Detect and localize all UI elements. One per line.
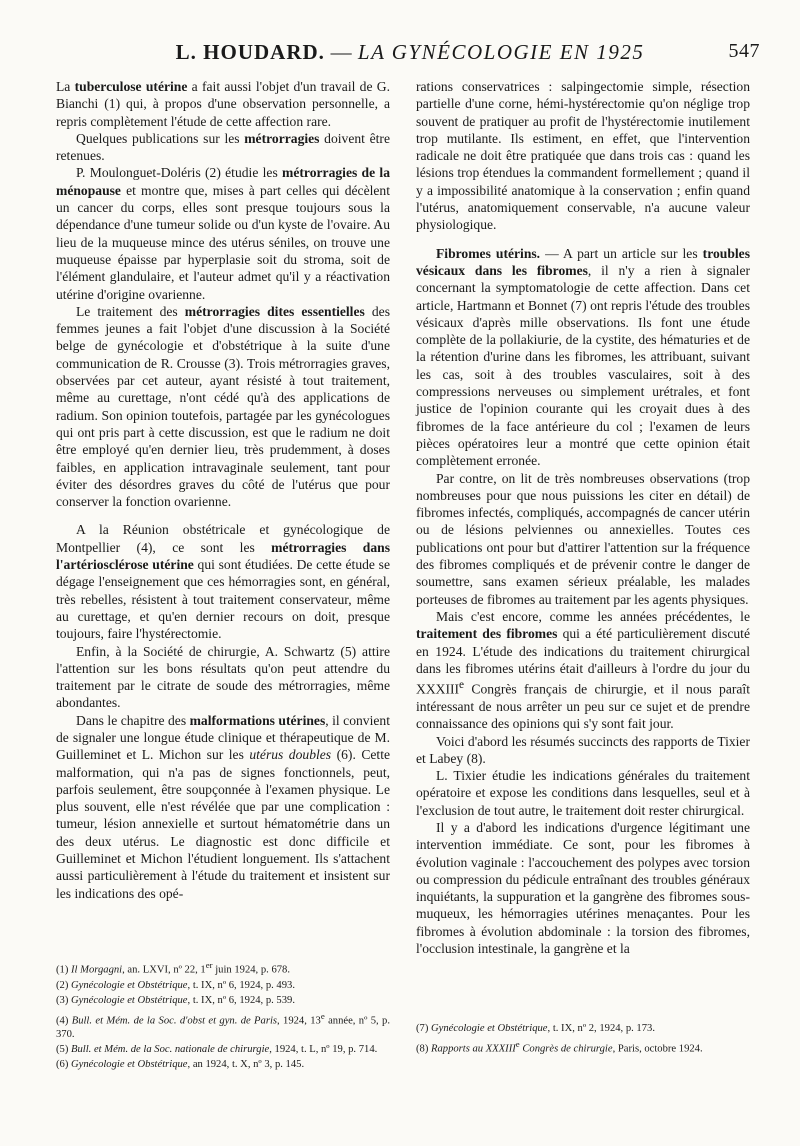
paragraph: Quelques publications sur les métrorragies doivent être retenues. bbox=[56, 130, 390, 164]
left-column bbox=[56, 78, 390, 902]
paragraph: Par contre, on lit de très nombreuses observations (trop nombreuses pour que nous puissions les citer en détail) de fibromes infectés, compliqués, accompagnés de cancer utérin ou de lésions pelviennes ou annexielles. Toutes ces publications ont pour but d'attirer l'attention sur la fréquence des fibromes compliqués et de prévenir contre le danger de soumettre, sans examen sérieux préalable, les malades porteuses de fibromes au traitement par les agents physiques. bbox=[416, 470, 750, 607]
footnote: (5) Bull. et Mém. de la Soc. nationale de chirurgie, 1924, t. L, nº 19, p. 714. bbox=[56, 1044, 378, 1056]
paragraph: P. Moulonguet-Doléris (2) étudie les métrorragies de la ménopause et montre que, mises à part celles qui décèlent un cancer du corps, elles sont presque toujours sous la dépendance d'une tumeur solide ou d'un kyste de l'ovaire. Au lieu de la muqueuse mince des utérus séniles, on trouve une muqueuse épaisse par hyperplasie soit du stroma, soit de l'élément glandulaire, et l'auteur admet qu'il y a réactivation utérine d'origine ovarienne. bbox=[56, 165, 390, 302]
header-title: LA GYNÉCOLOGIE EN 1925 bbox=[357, 40, 645, 64]
page-number: 547 bbox=[728, 40, 760, 62]
paragraph: Dans le chapitre des malformations utérines, il convient de signaler une longue étude clinique et thérapeutique de M. Guilleminet et L. Michon sur les utérus doubles (6). Cette malformation, qui n'a pas de signes fonctionnels, peut, parfois seulement, être soupçonnée à l'examen physique. Le plus souvent, elle n'est révélée que par une complication : tumeur, lésion annexielle et surtout hématométrie dans un des deux utérus. Le diagnostic est donc difficile et Guilleminet et Michon l'étudient longuement. Ils s'attachent aussi particulièrement à l'étude du traitement et insistent sur les indications des opé- bbox=[56, 712, 391, 901]
paragraph-section-fibromes: Fibromes utérins. — A part un article sur les troubles vésicaux dans les fibromes, il n'y a rien à signaler concernant la symptomatologie de cette affection. Dans cet article, Hartmann et Bonnet (7) ont repris l'étude des troubles vésicaux d'après mille observations. Ils font une étude complète de la pollakiurie, de la cystite, des hématuries et de la rétention d'urine dans les fibromes, les attribuant, suivant les cas, soit à des troubles vasculaires, soit à des compressions nerveuses ou simplement urétrales, et font justice de l'opinion courante qui les croyait dues à des fibromes de la face antérieure du col ; l'examen de leurs pièces opératoires leur a montré que cette opinion était complètement erronée. bbox=[416, 245, 751, 469]
running-head bbox=[60, 40, 760, 65]
paragraph: Voici d'abord les résumés succincts des rapports de Tixier et Labey (8). bbox=[416, 733, 750, 766]
header-author: L. HOUDARD. bbox=[175, 40, 325, 64]
paragraph: La tuberculose utérine a fait aussi l'objet d'un travail de G. Bianchi (1) qui, à propos d'une observation personnelle, a repris complètement l'étude de cette affection rare. bbox=[56, 79, 390, 129]
footnotes-left bbox=[56, 958, 390, 1072]
footnote: (3) Gynécologie et Obstétrique, t. IX, nº 6, 1924, p. 539. bbox=[56, 994, 295, 1006]
footnotes-right bbox=[416, 1022, 750, 1057]
footnote: (1) Il Morgagni, an. LXVI, nº 22, 1er juin 1924, p. 678. bbox=[56, 960, 290, 976]
footnote: (6) Gynécologie et Obstétrique, an 1924, t. X, nº 3, p. 145. bbox=[56, 1059, 305, 1071]
footnote: (7) Gynécologie et Obstétrique, t. IX, nº 2, 1924, p. 173. bbox=[416, 1023, 655, 1034]
paragraph: A la Réunion obstétricale et gynécologique de Montpellier (4), ce sont les métrorragies dans l'artériosclérose utérine qui sont étudiées. De cette étude se dégage l'enseignement que ces hémorragies sont, en général, très rebelles, résistent à tout traitement conservateur, même au curettage, et qu'en dernier recours on doit, presque toujours, faire l'hystérectomie. bbox=[56, 522, 390, 642]
footnote: (8) Rapports au XXXIIIe Congrès de chirurgie, Paris, octobre 1924. bbox=[416, 1039, 703, 1055]
right-column bbox=[416, 78, 750, 957]
footnote: (2) Gynécologie et Obstétrique, t. IX, nº 6, 1924, p. 493. bbox=[56, 979, 295, 991]
header-dash: — bbox=[330, 40, 353, 64]
paragraph: Le traitement des métrorragies dites essentielles des femmes jeunes a fait l'objet d'une discussion à la Société belge de gynécologie et d'obstétrique à la suite d'une communication de R. Crousse (3). Trois métrorragies graves, observées par cet auteur, ayant résisté à tout traitement, même au curettage, n'ont cédé qu'à des applications de radium. Son opinion toutefois, partagée par les gynécologues qui ont pris part à cette discussion, est que le radium ne doit être employé qu'en dernier lieu, très prudemment, à doses faibles, en application intravaginale seulement, tant pour éviter des désordres graves du côté de l'utérus que pour conserver la fonction ovarienne. bbox=[56, 303, 390, 510]
paragraph: Enfin, à la Société de chirurgie, A. Schwartz (5) attire l'attention sur les bons résultats qu'on peut attendre du traitement par le citrate de soude des métrorragies, même abondantes. bbox=[56, 643, 390, 711]
paragraph: rations conservatrices : salpingectomie simple, résection partielle d'une corne, hémi-hystérectomie qu'on néglige trop souvent de pratiquer au profit de l'hystérectomie inutilement trop mutilante. Ils estiment, en effet, que l'intervention radicale ne doit être pratiquée que dans trois cas : quand les lésions trop étendues la commandent formellement ; quand il y a impossibilité anatomique à la conservation ; enfin quand l'utérus, anatomiquement conservable, n'a aucune valeur physiologique. bbox=[416, 79, 750, 233]
paragraph: Mais c'est encore, comme les années précédentes, le traitement des fibromes qui a été particulièrement discuté en 1924. L'étude des indications du traitement chirurgical dans les fibromes utérins était d'ailleurs à l'ordre du jour du XXXIIIe Congrès français de chirurgie, et il nous paraît intéressant de nous arrêter un peu sur ce sujet et de prendre connaissance des opinions qui s'y sont fait jour. bbox=[416, 608, 750, 732]
paragraph: L. Tixier étudie les indications générales du traitement opératoire et expose les conditions dans lesquelles, seul et à l'exclusion de tout autre, le traitement doit rester chirurgical. bbox=[416, 768, 750, 818]
paragraph: Il y a d'abord les indications d'urgence légitimant une intervention immédiate. Ce sont, pour les fibromes à évolution vaginale : l'accouchement des polypes avec torsion ou compression du pédicule entraînant des troubles généraux inquiétants, la suppuration et la gangrène des fibromes sous-muqueux, les hémorragies utérines menaçantes. Pour les fibromes à évolution abdominale : la torsion des fibromes, l'occlusion intestinale, la gangrène et la bbox=[416, 820, 750, 957]
footnote: (4) Bull. et Mém. de la Soc. d'obst et gyn. de Paris, 1924, 13e année, nº 5, p. 370. bbox=[56, 1010, 390, 1041]
